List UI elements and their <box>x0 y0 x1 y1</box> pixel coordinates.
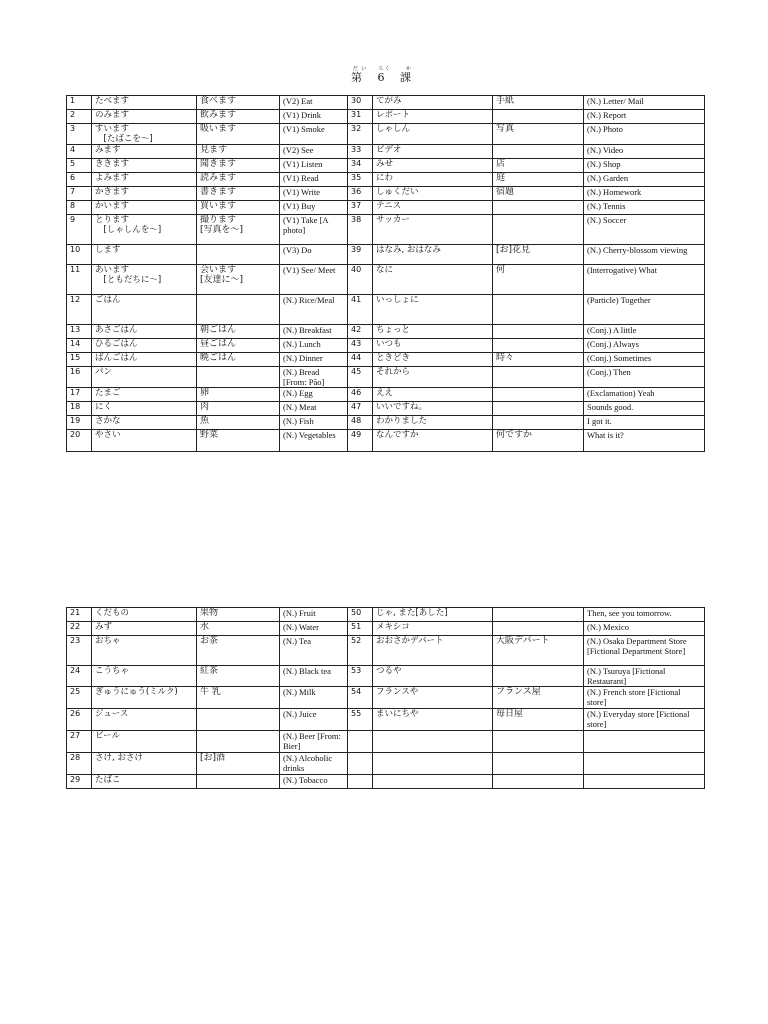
vocab-reading: ビール <box>92 731 197 753</box>
vocab-kanji <box>493 145 584 159</box>
vocab-number: 25 <box>67 687 92 709</box>
vocab-kanji: 会います [友達に～] <box>197 265 280 295</box>
table-row <box>67 430 705 452</box>
vocab-meaning: (V1) Drink <box>280 110 348 124</box>
vocab-kanji: [お]花見 <box>493 245 584 265</box>
table-row <box>67 159 705 173</box>
vocab-number: 8 <box>67 201 92 215</box>
vocab-number: 2 <box>67 110 92 124</box>
vocab-kanji: 晩ごはん <box>197 353 280 367</box>
vocab-meaning: (N.) Egg <box>280 388 348 402</box>
vocab-reading: こうちゃ <box>92 666 197 687</box>
vocab-reading: パン <box>92 367 197 388</box>
vocab-kanji <box>493 608 584 622</box>
vocab-kanji: 時々 <box>493 353 584 367</box>
vocab-meaning: (N.) Vegetables <box>280 430 348 452</box>
table-row <box>67 353 705 367</box>
vocab-reading: します <box>92 245 197 265</box>
vocab-kanji: 何 <box>493 265 584 295</box>
vocab-number: 38 <box>348 215 373 245</box>
vocab-reading: みず <box>92 622 197 636</box>
vocab-meaning: (N.) French store [Fictional store] <box>584 687 705 709</box>
vocab-reading: それから <box>373 367 493 388</box>
vocab-reading: かいます <box>92 201 197 215</box>
table-row <box>67 636 705 666</box>
vocab-reading <box>373 731 493 753</box>
vocab-kanji: 聞きます <box>197 159 280 173</box>
table-row <box>67 731 705 753</box>
vocab-meaning: (N.) Fish <box>280 416 348 430</box>
vocab-reading: じゃ, また[あした] <box>373 608 493 622</box>
vocab-reading: ごはん <box>92 295 197 325</box>
vocab-number: 23 <box>67 636 92 666</box>
vocab-meaning <box>584 775 705 789</box>
vocab-kanji <box>197 775 280 789</box>
vocab-meaning: (N.) Dinner <box>280 353 348 367</box>
vocab-number: 22 <box>67 622 92 636</box>
vocab-meaning: (N.) Tea <box>280 636 348 666</box>
vocab-number: 27 <box>67 731 92 753</box>
table-row <box>67 666 705 687</box>
vocab-number: 26 <box>67 709 92 731</box>
vocab-meaning: (N.) Tobacco <box>280 775 348 789</box>
vocab-reading: やさい <box>92 430 197 452</box>
table-row <box>67 325 705 339</box>
vocab-reading: つるや <box>373 666 493 687</box>
table-row <box>67 753 705 775</box>
vocab-meaning: What is it? <box>584 430 705 452</box>
vocab-kanji: 野菜 <box>197 430 280 452</box>
lesson-prefix: 第 <box>351 71 368 84</box>
vocab-meaning: (N.) Bread [From: Pão] <box>280 367 348 388</box>
vocab-number: 44 <box>348 353 373 367</box>
table-row <box>67 245 705 265</box>
vocab-kanji <box>493 775 584 789</box>
vocab-meaning: (V1) Buy <box>280 201 348 215</box>
vocab-meaning: (N.) Milk <box>280 687 348 709</box>
vocab-meaning: (N.) Soccer <box>584 215 705 245</box>
vocab-kanji <box>493 110 584 124</box>
vocab-meaning: (V1) Smoke <box>280 124 348 145</box>
vocab-kanji <box>493 295 584 325</box>
vocab-reading: みせ <box>373 159 493 173</box>
vocab-reading: のみます <box>92 110 197 124</box>
vocab-kanji <box>197 367 280 388</box>
vocab-reading: ききます <box>92 159 197 173</box>
vocab-reading: かきます <box>92 187 197 201</box>
vocab-number: 15 <box>67 353 92 367</box>
vocab-reading: おおさかデパート <box>373 636 493 666</box>
vocab-meaning: (N.) Video <box>584 145 705 159</box>
vocab-number: 30 <box>348 96 373 110</box>
vocab-reading: ときどき <box>373 353 493 367</box>
vocab-meaning: (N.) Photo <box>584 124 705 145</box>
vocab-reading: フランスや <box>373 687 493 709</box>
vocab-reading: にく <box>92 402 197 416</box>
vocab-number: 32 <box>348 124 373 145</box>
table-row <box>67 145 705 159</box>
vocab-meaning: (Conj.) Then <box>584 367 705 388</box>
vocab-number: 5 <box>67 159 92 173</box>
vocab-reading: くだもの <box>92 608 197 622</box>
vocab-number: 3 <box>67 124 92 145</box>
vocab-kanji <box>493 622 584 636</box>
lesson-number: 6 <box>377 71 391 84</box>
vocab-kanji <box>493 666 584 687</box>
vocab-meaning: (V2) See <box>280 145 348 159</box>
vocab-kanji <box>493 339 584 353</box>
vocab-number: 1 <box>67 96 92 110</box>
vocab-kanji: 果物 <box>197 608 280 622</box>
vocab-number: 46 <box>348 388 373 402</box>
vocab-meaning: Sounds good. <box>584 402 705 416</box>
table-row <box>67 295 705 325</box>
vocab-meaning: (N.) Homework <box>584 187 705 201</box>
furigana-ka: か <box>400 66 417 72</box>
vocab-number: 40 <box>348 265 373 295</box>
vocab-kanji: 肉 <box>197 402 280 416</box>
vocab-number: 7 <box>67 187 92 201</box>
vocab-reading: たべます <box>92 96 197 110</box>
vocab-meaning: I got it. <box>584 416 705 430</box>
vocab-meaning: (N.) Water <box>280 622 348 636</box>
vocab-number: 54 <box>348 687 373 709</box>
vocab-kanji: 飲みます <box>197 110 280 124</box>
vocab-meaning: (N.) Meat <box>280 402 348 416</box>
vocab-kanji: 吸います <box>197 124 280 145</box>
vocab-number: 10 <box>67 245 92 265</box>
vocab-number: 50 <box>348 608 373 622</box>
vocab-kanji: 買います <box>197 201 280 215</box>
table-row <box>67 215 705 245</box>
vocab-reading: とります [しゃしんを～] <box>92 215 197 245</box>
vocab-number: 34 <box>348 159 373 173</box>
vocab-meaning <box>584 731 705 753</box>
vocab-reading: テニス <box>373 201 493 215</box>
vocab-number: 42 <box>348 325 373 339</box>
vocab-kanji: 紅茶 <box>197 666 280 687</box>
table-row <box>67 416 705 430</box>
vocab-meaning: (Exclamation) Yeah <box>584 388 705 402</box>
table-row <box>67 187 705 201</box>
vocab-kanji <box>493 325 584 339</box>
table-row <box>67 110 705 124</box>
table-row <box>67 775 705 789</box>
vocab-meaning: (N.) Garden <box>584 173 705 187</box>
vocab-kanji: 店 <box>493 159 584 173</box>
vocab-meaning: (N.) Lunch <box>280 339 348 353</box>
vocab-reading: あいます [ともだちに～] <box>92 265 197 295</box>
vocab-kanji: 何ですか <box>493 430 584 452</box>
vocab-number <box>348 731 373 753</box>
vocab-number: 51 <box>348 622 373 636</box>
vocab-kanji: [お]酒 <box>197 753 280 775</box>
vocab-number: 9 <box>67 215 92 245</box>
vocab-table-2 <box>66 607 705 789</box>
vocab-reading: レポート <box>373 110 493 124</box>
table-row <box>67 201 705 215</box>
vocab-meaning: (V1) Listen <box>280 159 348 173</box>
vocab-number: 12 <box>67 295 92 325</box>
vocab-meaning: (N.) Fruit <box>280 608 348 622</box>
vocab-number: 11 <box>67 265 92 295</box>
vocab-number: 28 <box>67 753 92 775</box>
vocab-reading: いっしょに <box>373 295 493 325</box>
vocab-kanji <box>197 245 280 265</box>
vocab-kanji <box>197 295 280 325</box>
vocab-number: 43 <box>348 339 373 353</box>
vocab-meaning: (V1) Read <box>280 173 348 187</box>
vocab-reading: すいます [たばこを～] <box>92 124 197 145</box>
table-row <box>67 265 705 295</box>
vocab-reading: しゃしん <box>373 124 493 145</box>
table-row <box>67 622 705 636</box>
vocab-meaning: (Conj.) A little <box>584 325 705 339</box>
vocab-reading: まいにちや <box>373 709 493 731</box>
vocab-reading: さけ, おさけ <box>92 753 197 775</box>
vocab-kanji <box>493 731 584 753</box>
table-row <box>67 687 705 709</box>
vocab-kanji <box>493 753 584 775</box>
vocab-kanji: 庭 <box>493 173 584 187</box>
vocab-meaning: (N.) Cherry-blossom viewing <box>584 245 705 265</box>
vocab-kanji: 食べます <box>197 96 280 110</box>
vocab-kanji: 読みます <box>197 173 280 187</box>
vocab-number: 39 <box>348 245 373 265</box>
vocab-reading: ぎゅうにゅう(ミルク) <box>92 687 197 709</box>
table-row <box>67 367 705 388</box>
vocab-meaning: (N.) Everyday store [Fictional store] <box>584 709 705 731</box>
vocab-kanji: フランス屋 <box>493 687 584 709</box>
vocab-reading: みます <box>92 145 197 159</box>
lesson-suffix: 課 <box>400 71 417 84</box>
vocab-number: 49 <box>348 430 373 452</box>
vocab-reading: てがみ <box>373 96 493 110</box>
vocab-kanji: 見ます <box>197 145 280 159</box>
vocab-kanji: 牛 乳 <box>197 687 280 709</box>
vocab-meaning: (N.) Shop <box>584 159 705 173</box>
vocab-meaning: (N.) Alcoholic drinks <box>280 753 348 775</box>
vocab-reading: あさごはん <box>92 325 197 339</box>
vocab-kanji: 卵 <box>197 388 280 402</box>
vocab-reading: ちょっと <box>373 325 493 339</box>
vocab-kanji: 写真 <box>493 124 584 145</box>
vocab-kanji: 撮ります [写真を～] <box>197 215 280 245</box>
vocab-number: 47 <box>348 402 373 416</box>
vocab-reading <box>373 775 493 789</box>
vocab-meaning: (V2) Eat <box>280 96 348 110</box>
vocab-number: 16 <box>67 367 92 388</box>
vocab-meaning: (V1) Take [A photo] <box>280 215 348 245</box>
vocab-reading: なんですか <box>373 430 493 452</box>
vocab-reading <box>373 753 493 775</box>
furigana-roku: ろく <box>377 66 391 72</box>
vocab-reading: なに <box>373 265 493 295</box>
vocab-number: 24 <box>67 666 92 687</box>
vocab-meaning: (N.) Mexico <box>584 622 705 636</box>
vocab-reading: おちゃ <box>92 636 197 666</box>
vocab-number: 33 <box>348 145 373 159</box>
vocab-meaning: (N.) Osaka Department Store [Fictional Department Store] <box>584 636 705 666</box>
vocab-reading: さかな <box>92 416 197 430</box>
vocab-kanji <box>493 402 584 416</box>
table-row <box>67 402 705 416</box>
table-row <box>67 388 705 402</box>
vocab-kanji: 書きます <box>197 187 280 201</box>
vocab-reading: いいですね。 <box>373 402 493 416</box>
vocab-meaning: (N.) Rice/Meal <box>280 295 348 325</box>
vocab-reading: はなみ, おはなみ <box>373 245 493 265</box>
vocab-kanji <box>493 416 584 430</box>
vocab-meaning: (N.) Tsuruya [Fictional Restaurant] <box>584 666 705 687</box>
vocab-number: 20 <box>67 430 92 452</box>
vocab-meaning: (N.) Tennis <box>584 201 705 215</box>
vocab-number: 17 <box>67 388 92 402</box>
vocab-number: 48 <box>348 416 373 430</box>
vocab-kanji: お茶 <box>197 636 280 666</box>
vocab-meaning: (V1) See/ Meet <box>280 265 348 295</box>
vocab-number: 31 <box>348 110 373 124</box>
vocab-meaning: (V1) Write <box>280 187 348 201</box>
vocab-number: 29 <box>67 775 92 789</box>
vocab-meaning: Then, see you tomorrow. <box>584 608 705 622</box>
vocab-number: 6 <box>67 173 92 187</box>
table-row <box>67 709 705 731</box>
vocab-meaning: (Particle) Together <box>584 295 705 325</box>
vocab-reading: よみます <box>92 173 197 187</box>
vocab-kanji: 大阪デパート <box>493 636 584 666</box>
vocab-number: 14 <box>67 339 92 353</box>
table-row <box>67 608 705 622</box>
vocab-number <box>348 775 373 789</box>
furigana-dai: だい <box>351 66 368 72</box>
vocab-reading: ジュース <box>92 709 197 731</box>
vocab-kanji <box>493 367 584 388</box>
vocab-kanji <box>493 388 584 402</box>
vocab-reading: ビデオ <box>373 145 493 159</box>
lesson-title <box>0 66 768 85</box>
vocab-reading: にわ <box>373 173 493 187</box>
vocab-kanji: 水 <box>197 622 280 636</box>
vocab-meaning: (N.) Juice <box>280 709 348 731</box>
vocab-kanji: 宿題 <box>493 187 584 201</box>
vocab-kanji <box>197 731 280 753</box>
vocab-reading: しゅくだい <box>373 187 493 201</box>
vocab-reading: メキシコ <box>373 622 493 636</box>
vocab-reading: いつも <box>373 339 493 353</box>
vocab-number: 36 <box>348 187 373 201</box>
vocab-table-1 <box>66 95 705 452</box>
vocab-kanji: 昼ごはん <box>197 339 280 353</box>
vocab-number: 41 <box>348 295 373 325</box>
vocab-kanji: 毎日屋 <box>493 709 584 731</box>
vocab-meaning: (V3) Do <box>280 245 348 265</box>
vocab-reading: ええ <box>373 388 493 402</box>
vocab-kanji: 手紙 <box>493 96 584 110</box>
vocab-kanji: 魚 <box>197 416 280 430</box>
vocab-number: 35 <box>348 173 373 187</box>
vocab-reading: ひるごはん <box>92 339 197 353</box>
vocab-kanji <box>493 201 584 215</box>
vocab-number: 45 <box>348 367 373 388</box>
vocab-kanji <box>493 215 584 245</box>
vocab-meaning: (Conj.) Sometimes <box>584 353 705 367</box>
vocab-meaning: (N.) Breakfast <box>280 325 348 339</box>
vocab-meaning: (Conj.) Always <box>584 339 705 353</box>
vocab-number: 13 <box>67 325 92 339</box>
table-row <box>67 96 705 110</box>
vocab-meaning: (N.) Letter/ Mail <box>584 96 705 110</box>
vocab-meaning: (N.) Beer [From: Bier] <box>280 731 348 753</box>
vocab-reading: たばこ <box>92 775 197 789</box>
vocab-number: 18 <box>67 402 92 416</box>
table-row <box>67 339 705 353</box>
vocab-number: 4 <box>67 145 92 159</box>
vocab-reading: ばんごはん <box>92 353 197 367</box>
vocab-number: 52 <box>348 636 373 666</box>
vocab-number: 55 <box>348 709 373 731</box>
vocab-number: 37 <box>348 201 373 215</box>
vocab-reading: サッカー <box>373 215 493 245</box>
table-row <box>67 124 705 145</box>
vocab-kanji: 朝ごはん <box>197 325 280 339</box>
vocab-meaning: (Interrogative) What <box>584 265 705 295</box>
vocab-kanji <box>197 709 280 731</box>
vocab-meaning: (N.) Black tea <box>280 666 348 687</box>
vocab-number: 19 <box>67 416 92 430</box>
table-row <box>67 173 705 187</box>
vocab-number <box>348 753 373 775</box>
vocab-reading: たまご <box>92 388 197 402</box>
vocab-meaning <box>584 753 705 775</box>
vocab-meaning: (N.) Report <box>584 110 705 124</box>
vocab-reading: わかりました <box>373 416 493 430</box>
vocab-number: 53 <box>348 666 373 687</box>
vocab-number: 21 <box>67 608 92 622</box>
